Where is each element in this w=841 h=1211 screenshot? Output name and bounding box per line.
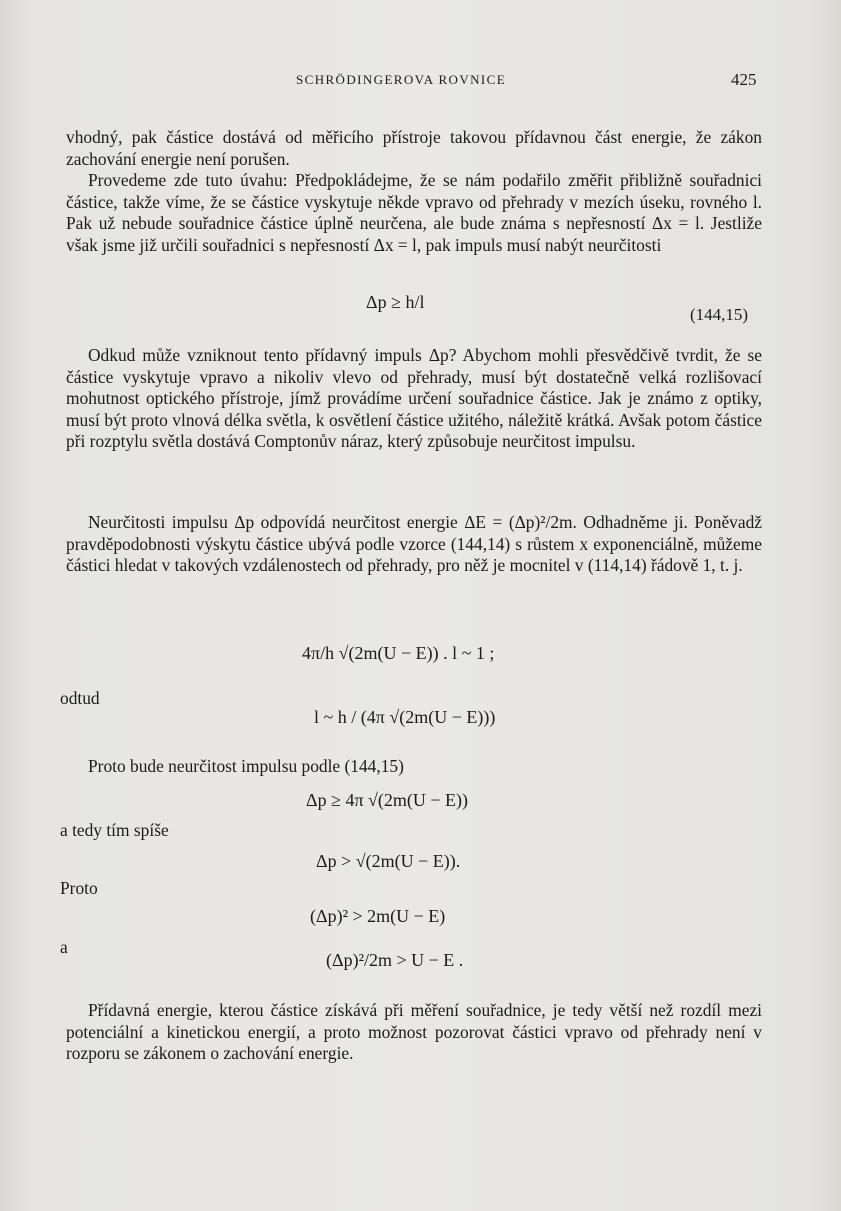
equation-3-text: l ~ h / (4π √(2m(U − E))) bbox=[314, 707, 496, 727]
paragraph-3: Odkud může vzniknout tento přídavný impuls Δp? Abychom mohli přesvědčivě tvrdit, že se částice vyskytuje vpravo a nikoliv vlevo od přehrady, musí být dostatečně velká rozlišovací mohutnost optického přístroje, jímž provádíme určení souřadnice částice. Jak je známo z optiky, musí být proto vlnová délka světla, k osvětlení částice užitého, náležitě krátká. Avšak potom částice při rozptylu světla dostává Comptonův náraz, který způsobuje neurčitost impulsu. bbox=[66, 345, 762, 452]
equation-7-text: (Δp)²/2m > U − E . bbox=[326, 950, 464, 970]
label-a-tedy: a tedy tím spíše bbox=[60, 820, 169, 840]
paragraph-5: Proto bude neurčitost impulsu podle (144,15) bbox=[88, 756, 404, 776]
equation-5-text: Δp > √(2m(U − E)). bbox=[316, 851, 461, 871]
equation-6-text: (Δp)² > 2m(U − E) bbox=[310, 906, 446, 926]
equation-1 bbox=[366, 292, 424, 313]
label-odtud: odtud bbox=[60, 688, 100, 708]
equation-number-144-15: (144,15) bbox=[690, 305, 749, 324]
running-title: SCHRÖDINGEROVA ROVNICE bbox=[296, 72, 507, 87]
label-proto: Proto bbox=[60, 878, 98, 898]
equation-4 bbox=[306, 790, 468, 811]
label-a: a bbox=[60, 937, 68, 957]
equation-1-text: Δp ≥ h/l bbox=[366, 292, 425, 312]
paragraph-4: Neurčitosti impulsu Δp odpovídá neurčitost energie ΔE = (Δp)²/2m. Odhadněme ji. Poněvadž pravděpodobnosti výskytu částice ubývá podle vzorce (144,14) s růstem x exponenciálně, můžeme částici hledat v takových vzdálenostech od přehrady, pro něž je mocnitel v (114,14) řádově 1, t. j. bbox=[66, 512, 762, 576]
paragraph-6: Přídavná energie, kterou částice získává při měření souřadnice, je tedy větší než rozdíl mezi potenciální a kinetickou energií, a proto možnost pozorovat částici vpravo od přehrady není v rozporu se zákonem o zachování energie. bbox=[66, 1000, 762, 1064]
paragraph-2: Provedeme zde tuto úvahu: Předpokládejme, že se nám podařilo změřit přibližně souřadnici částice, takže víme, že se částice vyskytuje někde vpravo od přehrady v mezích úseku, rovného l. Pak už nebude souřadnice částice úplně neurčena, ale bude známa s nepřesností Δx = l. Jestliže však jsme již určili souřadnici s nepřesností Δx = l, pak impuls musí nabýt neurčitosti bbox=[66, 170, 762, 255]
equation-7 bbox=[326, 950, 463, 971]
running-header bbox=[0, 72, 841, 98]
equation-2 bbox=[302, 643, 494, 664]
page-number: 425 bbox=[731, 70, 757, 89]
equation-6 bbox=[310, 906, 445, 927]
equation-3 bbox=[314, 707, 495, 728]
equation-5 bbox=[316, 851, 460, 872]
equation-2-text: 4π/h √(2m(U − E)) . l ~ 1 ; bbox=[302, 643, 495, 663]
equation-4-text: Δp ≥ 4π √(2m(U − E)) bbox=[306, 790, 469, 810]
paragraph-1: vhodný, pak částice dostává od měřicího přístroje takovou přídavnou část energie, že zákon zachování energie není porušen. bbox=[66, 127, 762, 169]
